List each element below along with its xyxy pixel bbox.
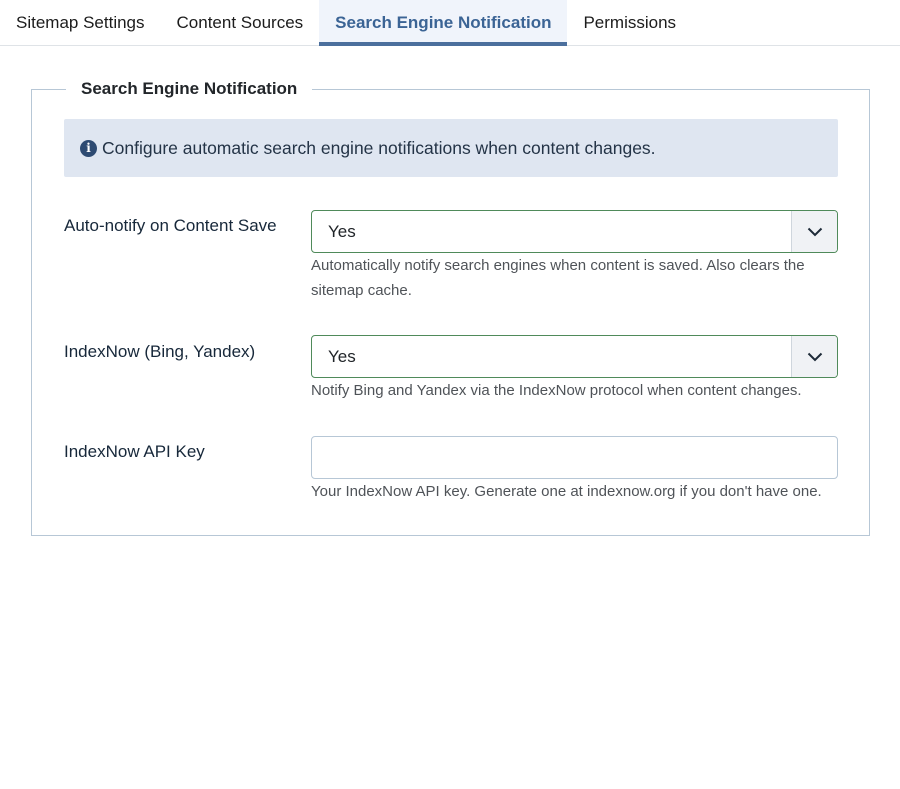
info-circle-icon: i — [80, 140, 97, 157]
tab-search-engine-notification[interactable]: Search Engine Notification — [319, 0, 567, 45]
search-engine-notification-fieldset — [31, 79, 870, 536]
tab-content-sources[interactable]: Content Sources — [176, 12, 304, 32]
auto-notify-help: Automatically notify search engines when content is saved. Also clears the sitemap cache. — [311, 257, 805, 299]
tab-bar — [0, 0, 900, 46]
tab-permissions[interactable]: Permissions — [583, 12, 677, 32]
auto-notify-label: Auto-notify on Content Save — [64, 216, 277, 235]
info-alert-text: Configure automatic search engine notifications when content changes. — [102, 137, 656, 158]
tab-sitemap-settings[interactable]: Sitemap Settings — [16, 12, 145, 32]
indexnow-select-value: Yes — [328, 346, 356, 366]
auto-notify-select-value: Yes — [328, 221, 356, 241]
auto-notify-select[interactable] — [311, 210, 838, 253]
indexnow-select[interactable] — [311, 335, 838, 378]
api-key-label: IndexNow API Key — [64, 442, 205, 461]
info-alert — [64, 119, 838, 177]
api-key-help: Your IndexNow API key. Generate one at indexnow.org if you don't have one. — [311, 483, 822, 500]
chevron-down-icon[interactable] — [791, 211, 837, 252]
indexnow-help: Notify Bing and Yandex via the IndexNow protocol when content changes. — [311, 382, 802, 399]
indexnow-label: IndexNow (Bing, Yandex) — [64, 342, 256, 361]
api-key-input[interactable] — [311, 436, 838, 479]
fieldset-legend: Search Engine Notification — [66, 77, 312, 101]
chevron-down-icon[interactable] — [791, 336, 837, 377]
